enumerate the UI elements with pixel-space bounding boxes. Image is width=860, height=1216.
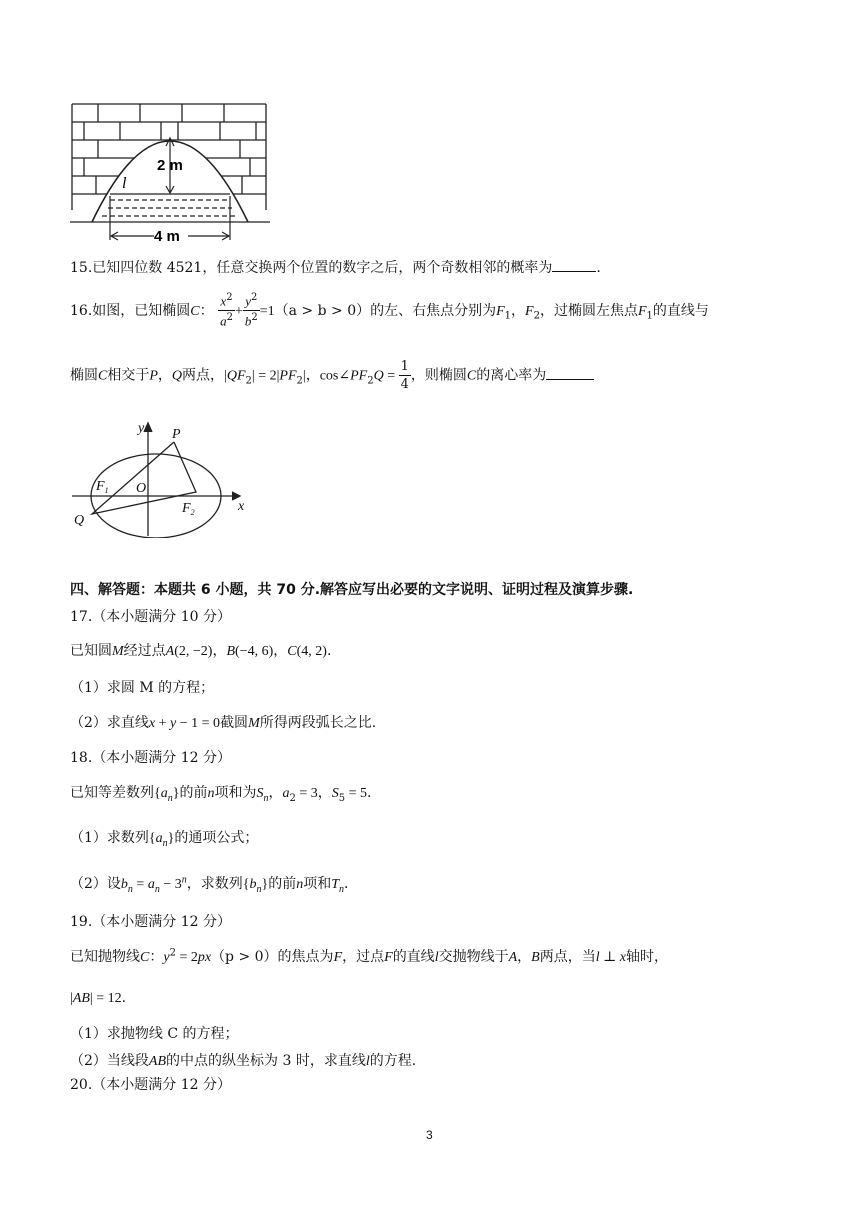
- point-q-label: Q: [74, 513, 85, 528]
- q18-stem: 已知等差数列$\{a_n\}$的前n项和为$S_n$，$a_2 = 3$，$S_5 = 5$.: [70, 785, 372, 804]
- q17-part1: （1）求圆 M 的方程；: [70, 680, 215, 696]
- question-16-line1: 16.如图，已知椭圆C： $\frac{x^2}{a^2}$ + $\frac{y^2}{b^2}$ =1（a > b > 0）的左、右焦点分别为$F_1$，$F_2$，过椭圆左焦点$F_1$的直线与: [70, 292, 709, 329]
- answer-blank-15: [552, 259, 596, 272]
- q17-header: 17.（本小题满分 10 分）: [70, 609, 231, 625]
- bridge-line-label: l: [122, 175, 127, 192]
- q19-header: 19.（本小题满分 12 分）: [70, 914, 231, 930]
- q17-part2: （2）求直线x + y − 1 = 0截圆M所得两段弧长之比.: [70, 715, 377, 731]
- q19-stem-line1: 已知抛物线C：$y^2 = 2px(p > 0)$的焦点为F，过点F的直线l交抛物线于A，B两点，当l ⊥ x轴时，: [70, 947, 668, 965]
- axis-x-label: x: [238, 499, 245, 514]
- bridge-height-label: 2 m: [157, 157, 183, 174]
- q20-header: 20.（本小题满分 12 分）: [70, 1077, 231, 1093]
- q19-part1: （1）求抛物线 C 的方程；: [70, 1026, 239, 1042]
- q18-part2: （2）设$b_n = a_n - 3^n$，求数列$\{b_n\}$的前n项和$T_n$.: [70, 874, 349, 895]
- q18-part1: （1）求数列$\{a_n\}$的通项公式；: [70, 830, 259, 849]
- bridge-arch-figure: [70, 100, 270, 250]
- axis-y-label: y: [138, 421, 145, 436]
- point-p-label: P: [172, 427, 181, 442]
- question-16-line2: 椭圆C相交于P，Q两点，$|QF_2| = 2|PF_2|$，$\cos\angle PF_2Q$ = $\frac{1}{4}$ ，则椭圆C的离心率为: [70, 360, 594, 391]
- q19-part2: （2）当线段AB的中点的纵坐标为 3 时，求直线l的方程.: [70, 1053, 417, 1069]
- origin-label: O: [136, 481, 147, 496]
- answer-blank-16: [546, 367, 594, 380]
- page-number: 3: [426, 1128, 433, 1142]
- q17-stem: 已知圆M经过点A(2, −2)，B(−4, 6)，C(4, 2).: [70, 643, 332, 659]
- q18-header: 18.（本小题满分 12 分）: [70, 750, 231, 766]
- point-f1-label: $F_1$: [96, 479, 109, 495]
- section-4-title: 四、解答题：本题共 6 小题，共 70 分.解答应写出必要的文字说明、证明过程及演算步骤.: [70, 582, 634, 598]
- q19-stem-line2: |AB| = 12.: [70, 990, 127, 1006]
- bridge-width-label: 4 m: [154, 228, 180, 245]
- point-f2-label: $F_2$: [182, 501, 195, 517]
- ellipse-figure: [66, 418, 256, 538]
- question-15: 15.已知四位数 4521，任意交换两个位置的数字之后，两个奇数相邻的概率为 .: [70, 260, 601, 276]
- q15-text: 15.已知四位数 4521，任意交换两个位置的数字之后，两个奇数相邻的概率为: [70, 260, 553, 276]
